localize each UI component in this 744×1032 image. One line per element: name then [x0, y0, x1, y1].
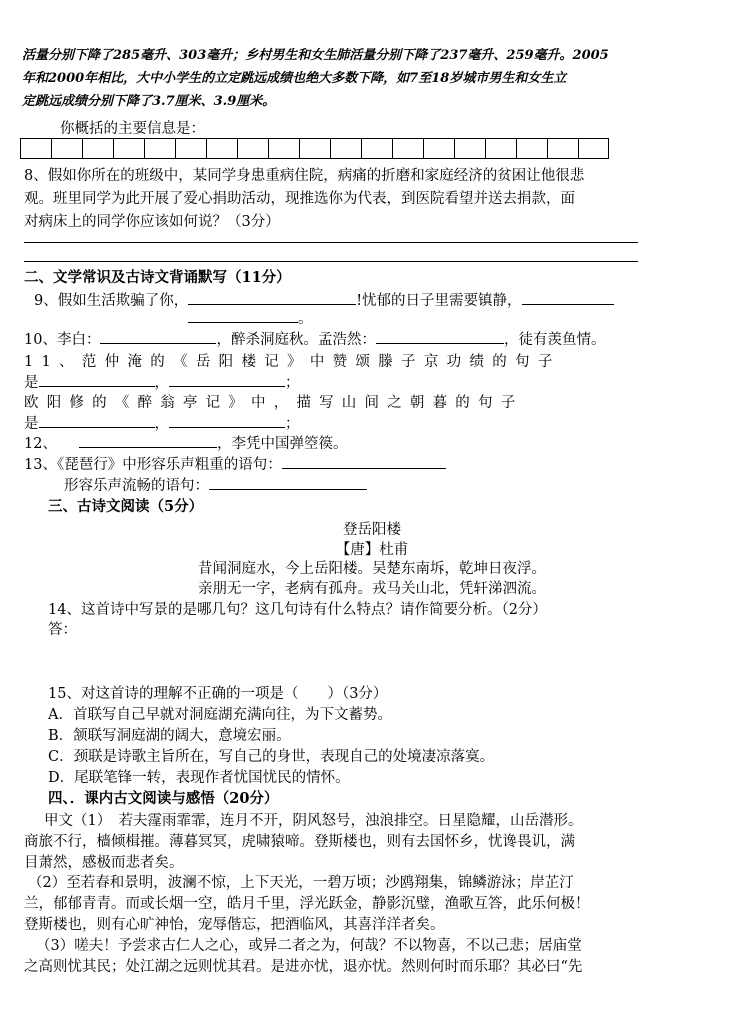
q9 — [34, 289, 614, 310]
q10-text-b: ，醉杀洞庭秋。孟浩然： — [216, 332, 376, 348]
q9-text-a: 9、假如生活欺骗了你， — [34, 293, 189, 309]
q15-option-a[interactable]: A．首联写自己早就对洞庭湖充满向往，为下文蓄势。 — [48, 707, 392, 723]
q11b-answer — [24, 412, 300, 433]
q11a-answer — [24, 371, 300, 392]
answer-grid[interactable] — [20, 138, 609, 159]
q9-blank-3[interactable] — [188, 308, 298, 323]
poem-title: 登岳阳楼 — [343, 522, 401, 538]
section2-title: 二、文学常识及古诗文背诵默写（11分） — [24, 269, 291, 286]
poem-line-2: 亲朋无一字，老病有孤舟。戎马关山北，凭轩涕泗流。 — [198, 581, 546, 597]
q11a-text: 11、范仲淹的《岳阳楼记》中赞颂滕子京功绩的句子 — [24, 354, 561, 370]
q8-line-1: 8、假如你所在的班级中，某同学身患重病住院，病痛的折磨和家庭经济的贫困让他很悲 — [24, 168, 585, 184]
passage-line-2: 商旅不行，樯倾楫摧。薄暮冥冥，虎啸猿啼。登斯楼也，则有去国怀乡，忧谗畏讥，满 — [24, 834, 575, 850]
q11b-sep: ， — [154, 416, 169, 432]
passage-line-3: 目萧然，感极而悲者矣。 — [24, 855, 184, 871]
q8-answer-line-2[interactable] — [24, 261, 638, 262]
q9-text-b: !忧郁的日子里需要镇静， — [356, 293, 522, 309]
q15-option-d[interactable]: D．尾联笔锋一转，表现作者忧国忧民的情怀。 — [48, 770, 350, 786]
q10-blank-1[interactable] — [100, 329, 216, 344]
q8-line-2: 观。班里同学为此开展了爱心捐助活动，现推选你为代表，到医院看望并送去捐款，面 — [24, 191, 575, 207]
q9-end: 。 — [298, 311, 313, 327]
passage-line-6: 登斯楼也，则有心旷神怡，宠辱偕忘，把酒临风，其喜洋洋者矣。 — [24, 917, 445, 933]
summary-prompt: 你概括的主要信息是： — [60, 121, 205, 137]
passage-line-8: 之高则忧其民；处江湖之远则忧其君。是进亦忧，退亦忧。然则何时而乐耶？其必曰“先 — [24, 959, 583, 975]
q13b-blank[interactable] — [209, 475, 367, 490]
q11a-line — [24, 350, 638, 371]
intro-line-2: 年和2000年相比，大中小学生的立定跳远成绩也绝大多数下降，如7至18岁城市男生和女生立 — [22, 71, 567, 86]
q11a-end: ； — [285, 375, 300, 391]
q9-blank-2[interactable] — [522, 290, 614, 305]
passage-line-7: （3）嗟夫！予尝求古仁人之心，或异二者之为，何哉？不以物喜，不以己悲；居庙堂 — [36, 938, 582, 954]
q11b-end: ； — [285, 416, 300, 432]
section3-title: 三、古诗文阅读（5分） — [48, 498, 204, 515]
q14-answer-label: 答： — [48, 622, 77, 638]
q15: 15、对这首诗的理解不正确的一项是（ ）（3分） — [48, 686, 388, 702]
q10-blank-2[interactable] — [376, 329, 504, 344]
q9-blank-1[interactable] — [188, 290, 356, 305]
q8-answer-line-1[interactable] — [24, 242, 638, 243]
poem-line-1: 昔闻洞庭水，今上岳阳楼。吴楚东南坼，乾坤日夜浮。 — [198, 561, 546, 577]
q12-text-b: ，李凭中国弹箜篌。 — [216, 436, 348, 452]
q11b-blank-2[interactable] — [169, 413, 285, 428]
q13b — [64, 474, 367, 495]
poem-author: 【唐】杜甫 — [335, 542, 409, 558]
passage-line-5: 兰，郁郁青青。而或长烟一空，皓月千里，浮光跃金，静影沉璧，渔歌互答，此乐何极！ — [24, 896, 590, 912]
q13a-blank[interactable] — [282, 454, 446, 469]
section4-title: 四、．课内古文阅读与感悟（20分） — [48, 790, 279, 807]
passage-line-1: 甲文（1） 若夫霪雨霏霏，连月不开，阴风怒号，浊浪排空。日星隐耀，山岳潜形。 — [44, 813, 583, 829]
q11a-blank-2[interactable] — [169, 372, 285, 387]
q11a-sep: ， — [154, 375, 169, 391]
q13a-text: 13、《琵琶行》中形容乐声粗重的语句： — [24, 457, 282, 473]
q12-text-a: 12、 — [24, 436, 57, 452]
q11a-blank-1[interactable] — [39, 372, 155, 387]
passage-line-4: （2）至若春和景明，波澜不惊，上下天光，一碧万顷；沙鸥翔集，锦鳞游泳；岸芷汀 — [28, 875, 574, 891]
q11b-text: 欧阳修的《醉翁亭记》中，描写山间之朝暮的句子 — [24, 395, 524, 411]
q14: 14、这首诗中写景的是哪几句？这几句诗有什么特点？请作简要分析。（2分） — [48, 602, 547, 618]
q13b-text: 形容乐声流畅的语句： — [64, 478, 209, 494]
q13a — [24, 453, 446, 474]
q9-line-2 — [188, 307, 313, 328]
q10-text-a: 10、李白： — [24, 332, 101, 348]
q8-line-3: 对病床上的同学你应该如何说？（3分） — [24, 214, 280, 230]
q15-option-b[interactable]: B．颔联写洞庭湖的阔大，意境宏丽。 — [48, 728, 291, 744]
q10 — [24, 328, 605, 349]
q12-blank[interactable] — [79, 433, 217, 448]
intro-line-1: 活量分别下降了285毫升、303毫升；乡村男生和女生肺活量分别下降了237毫升、259毫升。2005 — [22, 48, 609, 63]
q15-option-c[interactable]: C．颈联是诗歌主旨所在，写自己的身世，表现自己的处境凄凉落寞。 — [48, 749, 495, 765]
q11a-prefix: 是 — [24, 375, 39, 391]
q10-text-c: ，徒有羡鱼情。 — [503, 332, 606, 348]
q11b-line — [24, 391, 523, 412]
intro-line-3: 定跳远成绩分别下降了3.7厘米、3.9厘米。 — [22, 94, 276, 109]
q11b-prefix: 是 — [24, 416, 39, 432]
q12 — [24, 432, 347, 453]
q11b-blank-1[interactable] — [39, 413, 155, 428]
